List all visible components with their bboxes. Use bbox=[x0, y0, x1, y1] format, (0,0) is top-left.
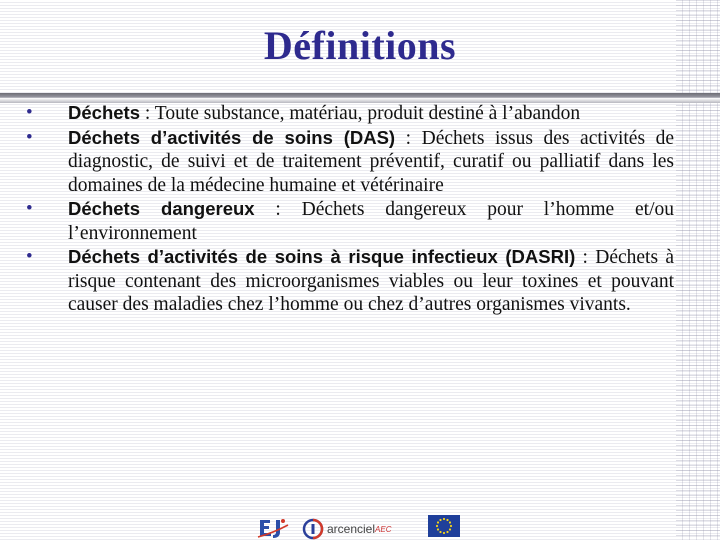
definition-das: : Déchets issus des activités de diagnostic, de suivi et de traitement préventif, curatif ou palliatif dans les domaines de la médecine humaine et vétérinaire bbox=[68, 127, 675, 196]
term-dechets-dangereux: Déchets dangereux bbox=[68, 198, 255, 219]
arcenciel-text: arcenciel bbox=[327, 522, 376, 536]
definition-dasri: : Déchets à risque contenant des microorganismes viables ou leur toxines et pouvant causer des maladies chez l’homme ou chez d’autres organismes vivants. bbox=[68, 247, 674, 315]
term-das: Déchets d’activités de soins (DAS) bbox=[68, 126, 396, 148]
term-dasri: Déchets d’activités de soins à risque infectieux (DASRI) bbox=[68, 246, 576, 267]
ej-logo bbox=[256, 516, 292, 540]
background-pattern bbox=[676, 0, 720, 540]
arcenciel-emblem-icon bbox=[302, 518, 324, 540]
footer-logos bbox=[0, 510, 720, 540]
list-item bbox=[26, 126, 674, 198]
slide-title: Définitions bbox=[263, 23, 457, 68]
list-item bbox=[26, 245, 674, 317]
arcenciel-logo bbox=[302, 518, 391, 540]
list-item bbox=[26, 197, 674, 245]
arcenciel-suffix: AEC bbox=[375, 524, 392, 534]
eu-flag-logo bbox=[428, 515, 460, 537]
definition-dechets-dangereux: : Déchets dangereux pour l’homme et/ou l’environnement bbox=[68, 199, 674, 244]
bullet-icon: • bbox=[26, 246, 33, 267]
term-dechets: Déchets bbox=[68, 102, 140, 123]
bullet-icon: • bbox=[26, 102, 33, 123]
eu-flag-icon bbox=[428, 515, 460, 537]
definitions-list bbox=[26, 101, 674, 317]
definition-dechets: : Toute substance, matériau, produit destiné à l’abandon bbox=[139, 103, 581, 124]
bullet-icon: • bbox=[26, 198, 33, 219]
list-item bbox=[26, 101, 674, 126]
bullet-icon: • bbox=[26, 126, 33, 148]
ej-logo-icon bbox=[256, 516, 292, 540]
